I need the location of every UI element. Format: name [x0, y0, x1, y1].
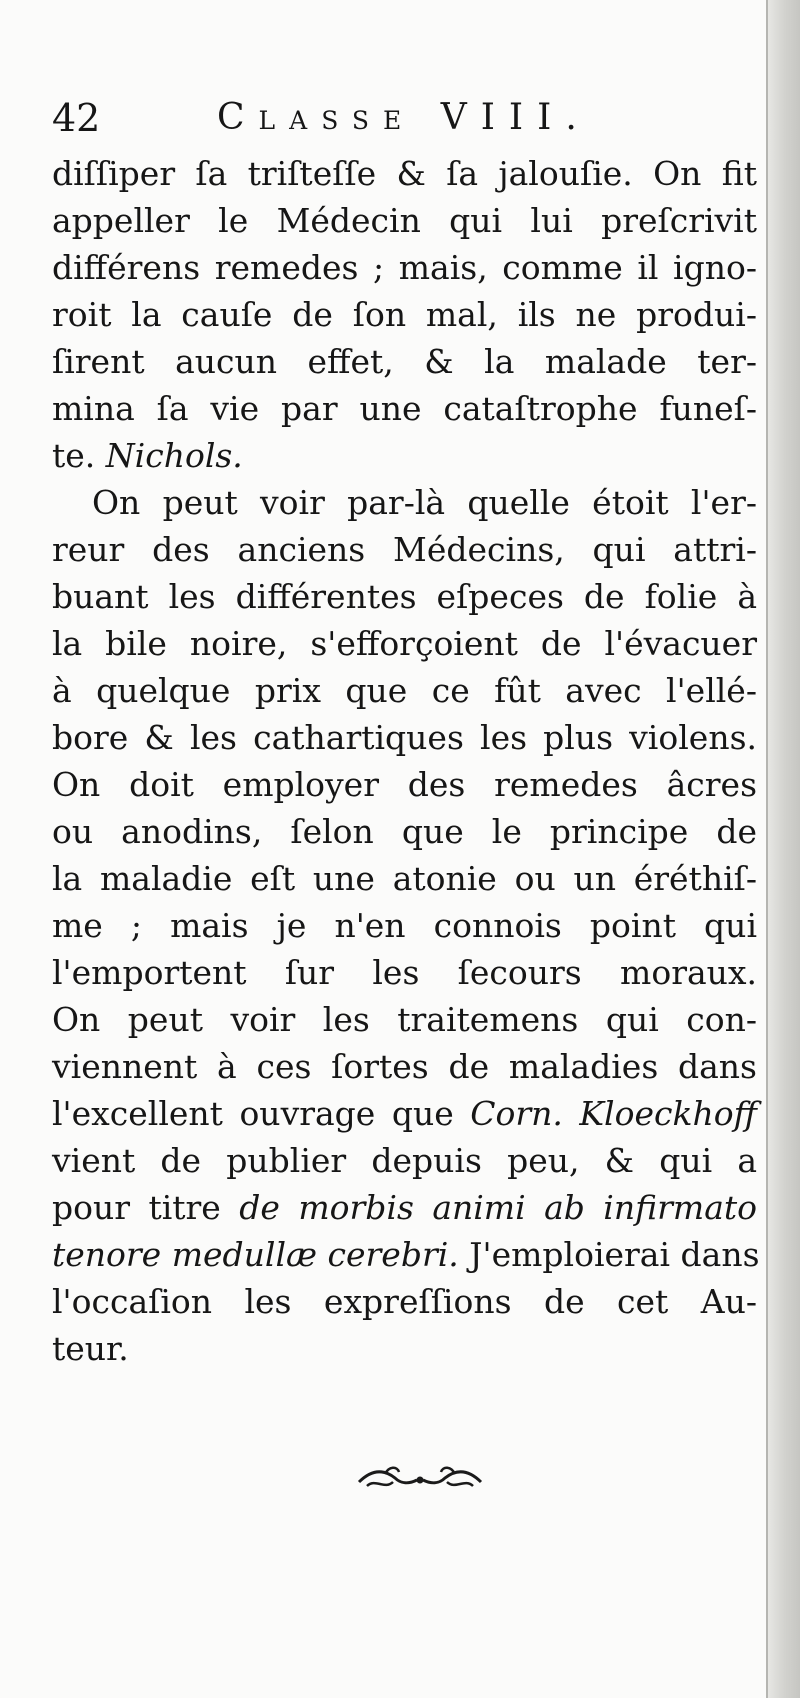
text-line: mina ſa vie par une cataſtrophe funeſ- [52, 389, 757, 428]
text-line: viennent à ces ſortes de maladies dans [52, 1047, 757, 1086]
text-fragment: l'excellent ouvrage que [52, 1094, 471, 1133]
page-header [52, 88, 752, 148]
text-line: reur des anciens Médecins, qui attri- [52, 530, 757, 569]
body-text [52, 150, 760, 1372]
page-edge-line [766, 0, 768, 1698]
page-number: 42 [52, 96, 101, 140]
page-gutter-edge [766, 0, 800, 1698]
text-line: On peut voir par-là quelle étoit l'er- [92, 483, 757, 522]
text-line: appeller le Médecin qui lui preſcrivit [52, 201, 757, 240]
cited-author: Corn. Kloeckhoff [470, 1094, 757, 1133]
text-line [52, 1184, 757, 1231]
text-line: ſirent aucun effet, & la malade ter- [52, 342, 757, 381]
text-fragment: te. [52, 436, 106, 475]
text-line: ou anodins, ſelon que le principe de [52, 812, 757, 851]
text-line: à quelque prix que ce fût avec l'ellé- [52, 671, 757, 710]
running-head: Classe VIII. [217, 97, 591, 138]
text-line [52, 1090, 757, 1137]
text-line: l'emportent ſur les ſecours moraux. [52, 953, 757, 992]
fleuron-ornament-icon [355, 1460, 485, 1500]
text-line: bore & les cathartiques les plus violens. [52, 718, 757, 757]
text-line: me ; mais je n'en connois point qui [52, 906, 757, 945]
text-line: On doit employer des remedes âcres [52, 765, 757, 804]
text-line: différens remedes ; mais, comme il igno- [52, 248, 757, 287]
text-fragment: pour titre [52, 1188, 240, 1227]
text-line: On peut voir les traitemens qui con- [52, 1000, 757, 1039]
text-line: roit la cauſe de ſon mal, ils ne produi- [52, 295, 757, 334]
book-title: de morbis animi ab infirmato [239, 1188, 757, 1227]
text-line: la maladie eſt une atonie ou un éréthiſ- [52, 859, 757, 898]
cited-author: Nichols. [105, 436, 243, 475]
text-line [52, 432, 757, 479]
text-line: buant les différentes eſpeces de folie à [52, 577, 757, 616]
text-line: teur. [52, 1329, 129, 1368]
text-line: la bile noire, s'efforçoient de l'évacuer [52, 624, 757, 663]
text-line: vient de publier depuis peu, & qui a [52, 1141, 757, 1180]
text-line: l'occaſion les expreſſions de cet Au- [52, 1282, 757, 1321]
text-line: diſſiper ſa triſteſſe & ſa jalouſie. On fit [52, 154, 757, 193]
text-line [52, 1231, 760, 1278]
text-fragment: J'emploierai dans [458, 1235, 760, 1274]
book-title: tenore medullæ cerebri. [52, 1235, 459, 1274]
